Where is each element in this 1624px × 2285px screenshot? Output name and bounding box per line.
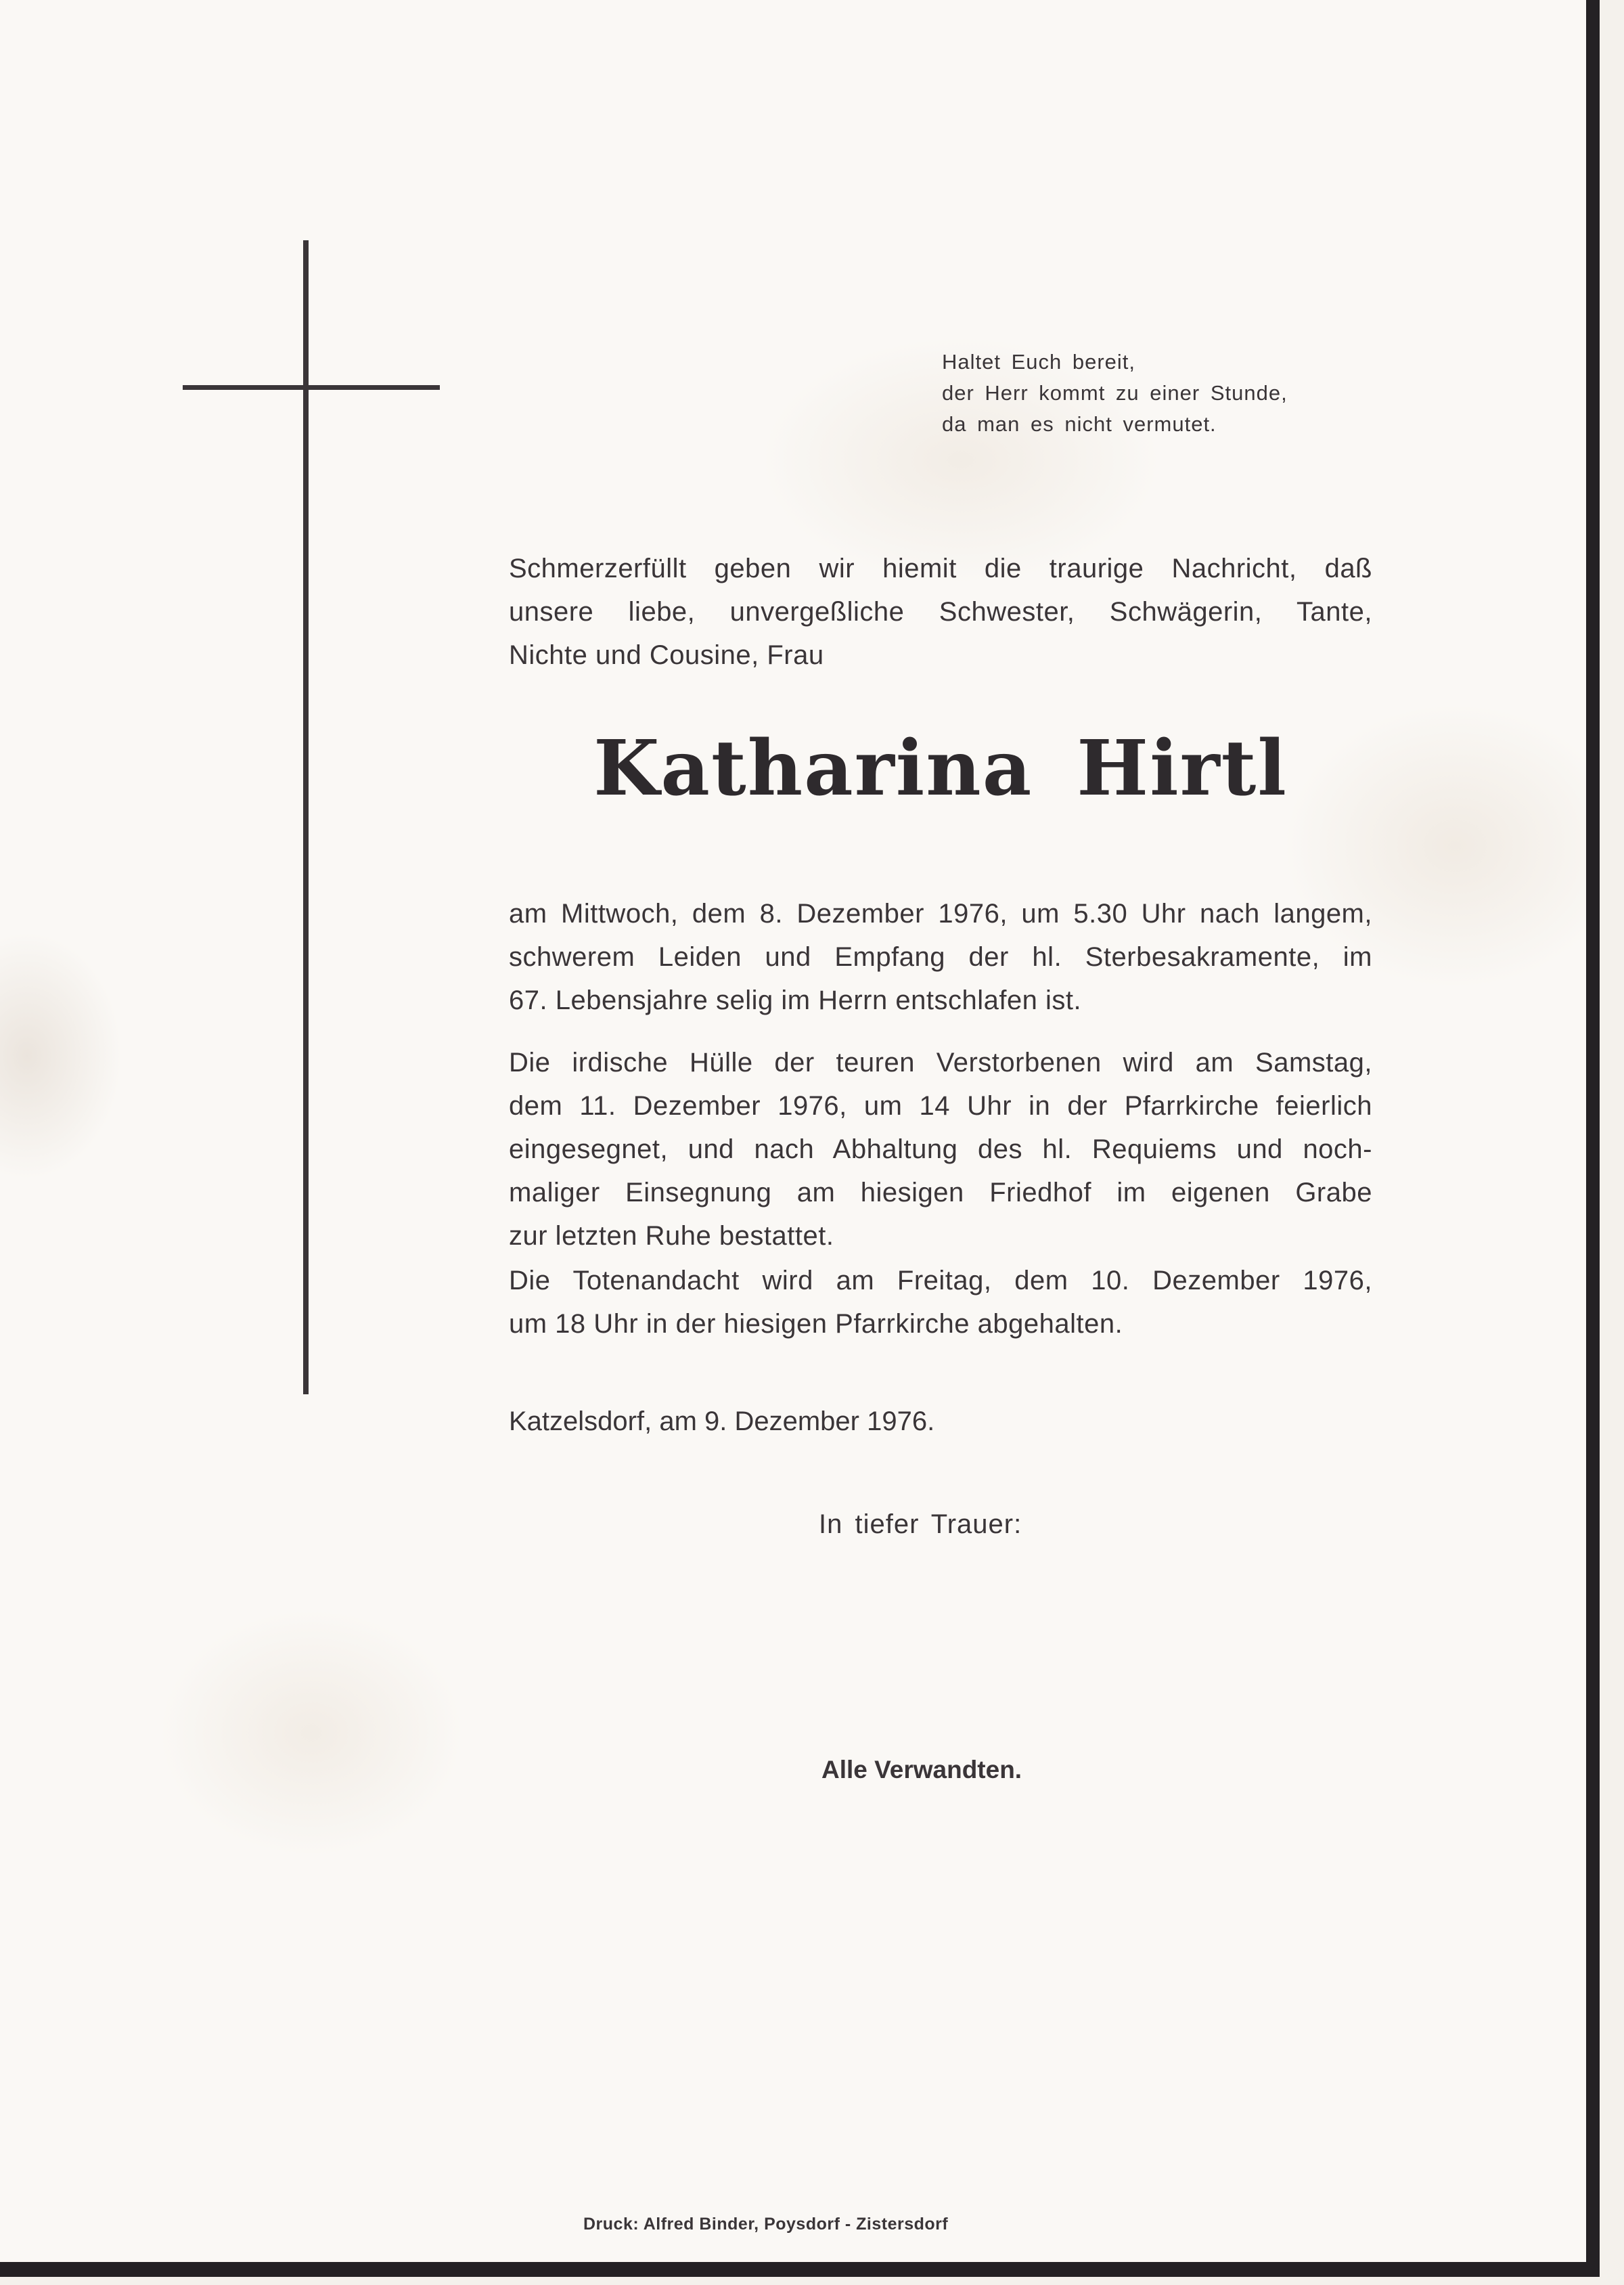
place-and-date: Katzelsdorf, am 9. Dezember 1976. bbox=[509, 1406, 935, 1436]
death-details-line: 67. Lebensjahre selig im Herrn entschlafen ist. bbox=[509, 985, 1082, 1015]
funeral-details-line: dem 11. Dezember 1976, um 14 Uhr in der Pfarrkirche feierlich bbox=[509, 1091, 1372, 1121]
announcement-line: Nichte und Cousine, Frau bbox=[509, 640, 824, 670]
verse-line: da man es nicht vermutet. bbox=[942, 412, 1217, 436]
announcement-line: Schmerzerfüllt geben wir hiemit die traurige Nachricht, daß bbox=[509, 554, 1372, 583]
funeral-details-paragraph bbox=[509, 1041, 1372, 1258]
funeral-details-line: Die irdische Hülle der teuren Verstorbenen wird am Samstag, bbox=[509, 1048, 1372, 1078]
announcement-paragraph bbox=[509, 547, 1372, 677]
vigil-details-paragraph bbox=[509, 1259, 1372, 1346]
verse-line: Haltet Euch bereit, bbox=[942, 350, 1136, 374]
black-border-right bbox=[1586, 0, 1600, 2277]
mourning-line: In tiefer Trauer: bbox=[819, 1509, 1022, 1539]
death-details-line: schwerem Leiden und Empfang der hl. Sterbesakramente, im bbox=[509, 942, 1372, 972]
vigil-details-line: Die Totenandacht wird am Freitag, dem 10. Dezember 1976, bbox=[509, 1266, 1372, 1295]
cross-vertical-bar bbox=[303, 240, 309, 1394]
announcement-line: unsere liebe, unvergeßliche Schwester, Schwägerin, Tante, bbox=[509, 597, 1372, 627]
death-details-line: am Mittwoch, dem 8. Dezember 1976, um 5.30 Uhr nach langem, bbox=[509, 899, 1372, 929]
printer-credit: Druck: Alfred Binder, Poysdorf - Zistersdorf bbox=[583, 2215, 949, 2234]
death-details-paragraph bbox=[509, 892, 1372, 1022]
deceased-name: Katharina Hirtl bbox=[593, 724, 1288, 813]
vigil-details-line: um 18 Uhr in der hiesigen Pfarrkirche abgehalten. bbox=[509, 1309, 1123, 1339]
signature: Alle Verwandten. bbox=[821, 1756, 1022, 1783]
bible-verse bbox=[942, 347, 1416, 440]
funeral-details-line: zur letzten Ruhe bestattet. bbox=[509, 1221, 834, 1251]
black-border-bottom bbox=[0, 2262, 1600, 2277]
funeral-details-line: eingesegnet, und nach Abhaltung des hl. Requiems und noch- bbox=[509, 1134, 1372, 1164]
verse-line: der Herr kommt zu einer Stunde, bbox=[942, 381, 1288, 405]
cross-horizontal-bar bbox=[183, 385, 440, 390]
funeral-details-line: maliger Einsegnung am hiesigen Friedhof im eigenen Grabe bbox=[509, 1178, 1372, 1207]
